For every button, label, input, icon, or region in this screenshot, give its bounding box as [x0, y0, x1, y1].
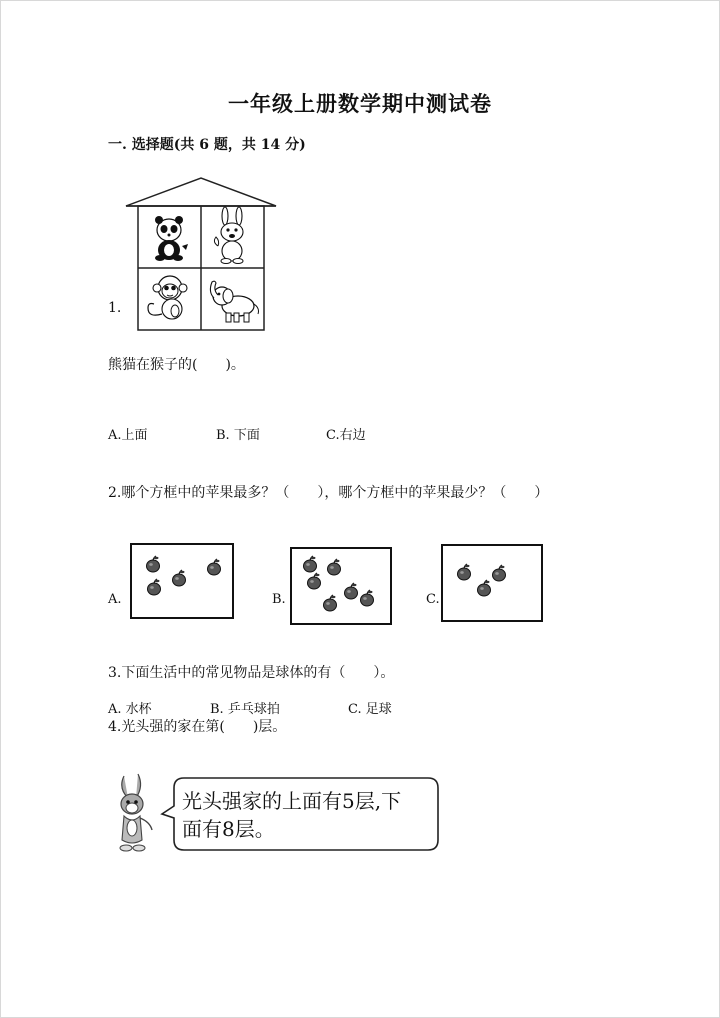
q4-question: 4.光头强的家在第( )层。 — [108, 719, 287, 735]
q3-question: 3.下面生活中的常见物品是球体的有（ ）。 — [108, 665, 395, 681]
q3-option-b[interactable]: B. 乒乓球拍 — [210, 702, 280, 717]
apple-icon — [308, 573, 321, 589]
q3-option-c[interactable]: C. 足球 — [348, 702, 392, 717]
q1-question: 熊猫在猴子的( )。 — [108, 357, 245, 373]
bubble-line-2: 面有8层。 — [182, 817, 275, 841]
bubble-line-1: 光头强家的上面有5层,下 — [182, 789, 402, 813]
q1-option-a[interactable]: A.上面 — [108, 428, 148, 443]
apple-icon — [208, 559, 221, 575]
bugs-bunny-icon — [112, 772, 162, 862]
apple-icon — [458, 564, 471, 580]
q2-question: 2.哪个方框中的苹果最多？（ ），哪个方框中的苹果最少？（ ） — [108, 485, 549, 501]
apple-icon — [328, 559, 341, 575]
q1-option-c[interactable]: C.右边 — [326, 428, 366, 443]
apple-icon — [478, 580, 491, 596]
q3-option-a[interactable]: A. 水杯 — [108, 702, 152, 717]
section-heading: 一. 选择题(共 6 题，共 14 分) — [108, 137, 306, 153]
apple-icon — [148, 579, 161, 595]
q2-label-c[interactable]: C. — [426, 592, 440, 607]
apple-icon — [493, 565, 506, 581]
apple-icon — [304, 556, 317, 572]
apple-icon — [324, 595, 337, 611]
q2-label-a[interactable]: A. — [108, 592, 122, 607]
q1-option-b[interactable]: B. 下面 — [216, 428, 260, 443]
apple-icon — [173, 570, 186, 586]
apple-icon — [345, 583, 358, 599]
q1-number: 1. — [108, 300, 122, 316]
apple-icon — [361, 590, 374, 606]
page-title: 一年级上册数学期中测试卷 — [228, 91, 492, 116]
q2-label-b[interactable]: B. — [272, 592, 286, 607]
apple-icon — [147, 556, 160, 572]
